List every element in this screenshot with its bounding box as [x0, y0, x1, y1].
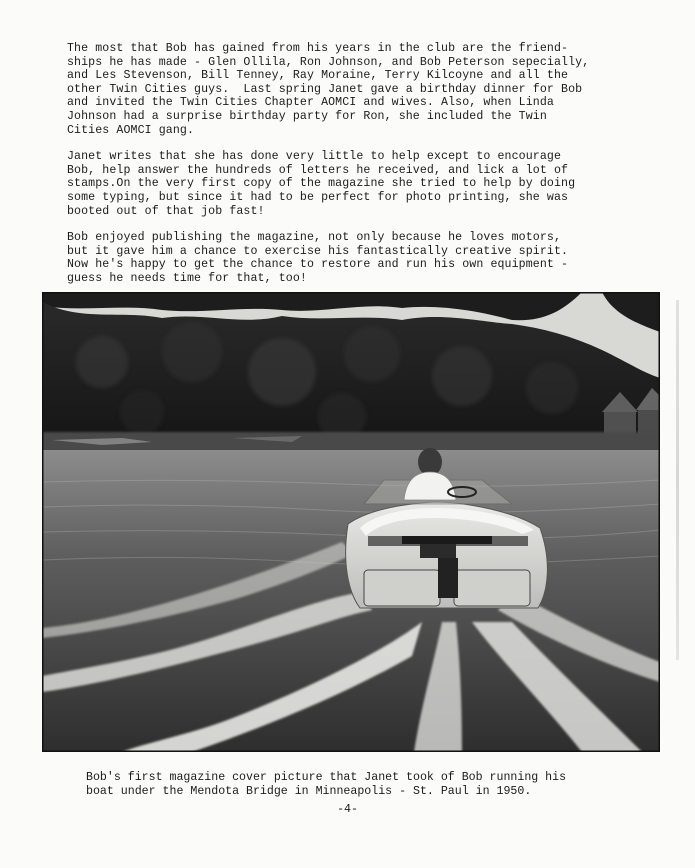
text-line: Bob, help answer the hundreds of letters he received, and lick a lot of: [67, 163, 569, 177]
caption-line: Bob's first magazine cover picture that Janet took of Bob running his: [86, 771, 567, 784]
text-line: stamps.On the very first copy of the magazine she tried to help by doing: [67, 177, 576, 191]
text-line: but it gave him a chance to exercise his fantastically creative spirit.: [67, 244, 569, 258]
photo-caption: [86, 771, 646, 799]
text-line: booted out of that job fast!: [67, 204, 265, 218]
text-line: and Les Stevenson, Bill Tenney, Ray Moraine, Terry Kilcoyne and all the: [67, 69, 569, 83]
text-line: Now he's happy to get the chance to restore and run his own equipment -: [67, 258, 569, 272]
scan-edge-mark: [676, 300, 679, 660]
text-line: Johnson had a surprise birthday party for Ron, she included the Twin: [67, 109, 547, 123]
paragraph-janet-help: [67, 150, 627, 218]
page-number: -4-: [337, 803, 358, 816]
text-line: and invited the Twin Cities Chapter AOMCI and wives. Also, when Linda: [67, 96, 554, 110]
text-line: ships he has made - Glen Ollila, Ron Johnson, and Bob Peterson sepecially,: [67, 55, 590, 69]
text-line: guess he needs time for that, too!: [67, 271, 307, 285]
text-line: other Twin Cities guys. Last spring Janet gave a birthday dinner for Bob: [67, 82, 583, 96]
text-line: Cities AOMCI gang.: [67, 123, 195, 137]
text-line: The most that Bob has gained from his years in the club are the friend-: [67, 42, 569, 55]
article-body: [67, 42, 627, 299]
paragraph-publishing: [67, 231, 627, 285]
text-line: Janet writes that she has done very little to help except to encourage: [67, 150, 562, 164]
text-line: Bob enjoyed publishing the magazine, not only because he loves motors,: [67, 231, 562, 245]
paragraph-friendships: [67, 42, 627, 137]
text-line: some typing, but since it had to be perfect for photo printing, she was: [67, 190, 569, 204]
boat-photo: [42, 292, 660, 752]
caption-line: boat under the Mendota Bridge in Minneapolis - St. Paul in 1950.: [86, 785, 532, 798]
